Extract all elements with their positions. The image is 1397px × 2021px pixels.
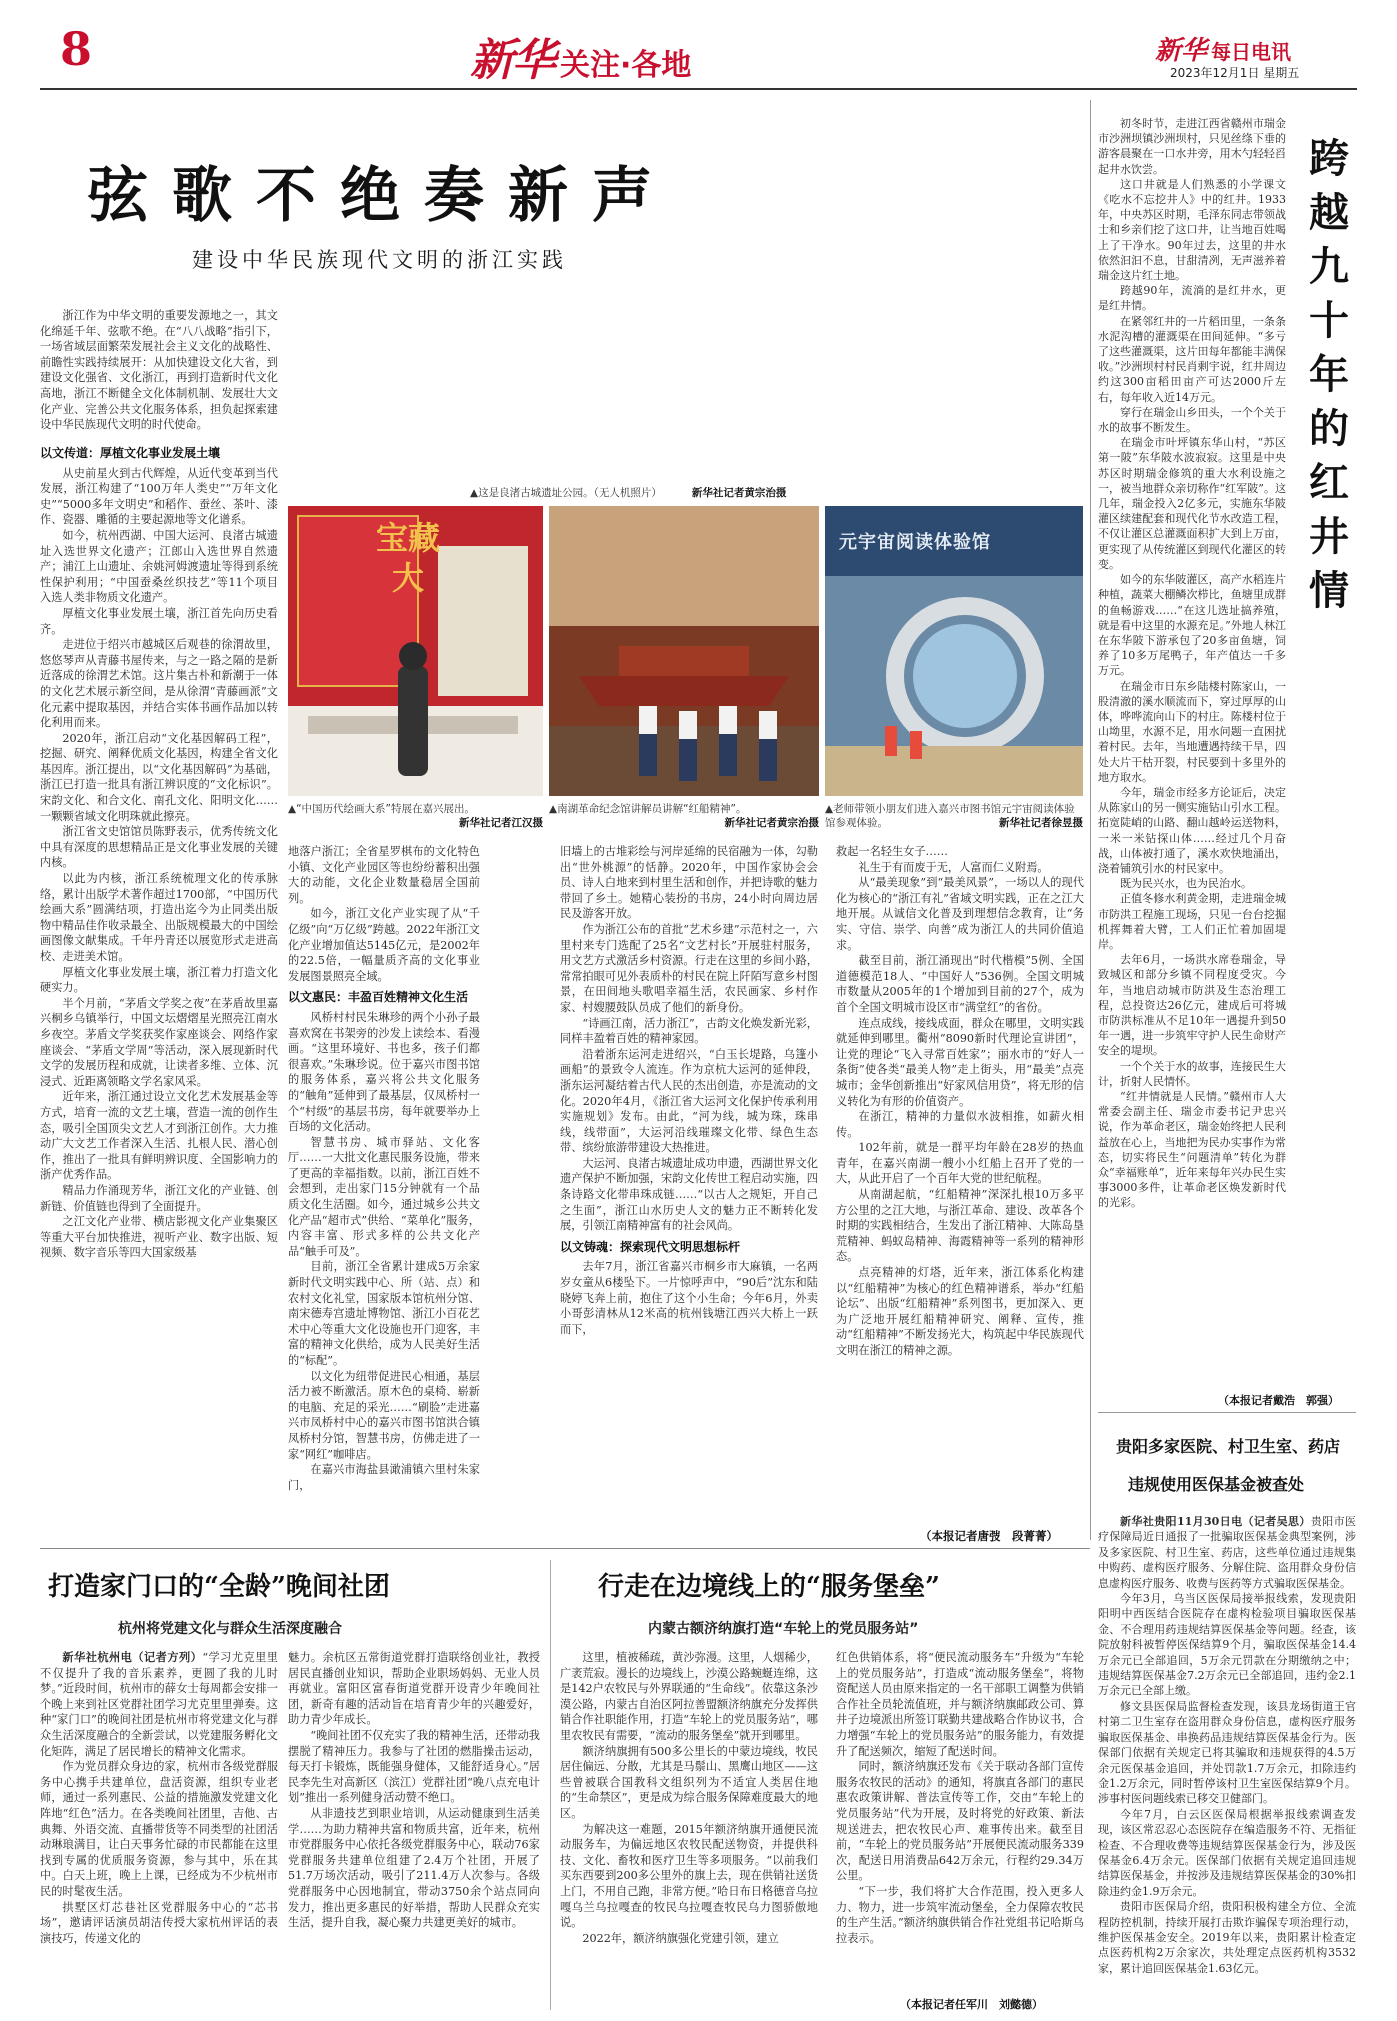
caption-2-credit: 新华社记者黄宗治摄 [724, 817, 819, 829]
right-story-title [1302, 132, 1356, 618]
lead-col3 [560, 844, 818, 1544]
article-paragraph: 之江文化产业带、横店影视文化产业集聚区等重大平台加快推进，视听产业、数字出版、短视频、数字音乐等四大国家级基 [40, 1215, 278, 1260]
bm-paragraph: 2022年，额济纳旗强化党建引领，建立 [582, 1931, 779, 1945]
article-paragraph: 作为浙江公布的首批“艺术乡建”示范村之一，六里村来专门选配了25名“文艺村长”开展驻村服务，用文艺方式激活乡村资源。行走在这里的乡间小路，常常拍眼可见外表质朴的村民在院上阡陌写意乡村图景，在田间地头歌唱幸福生活，农民画家、乡村作家、村嫂腰鼓队员成了他们的新身份。 [560, 922, 818, 1014]
bl-paragraph: 作为党员群众身边的家，杭州市各级党群服务中心携手共建单位，盘活资源，组织专业老师，通过一系列惠民、公益的措施激发党建文化阵地“红色”活力。在各类晚间社团里，吉他、古典舞、外语交流、直播带货等不同类型的社团活动琳琅满目，让白天事务忙碌的市民都能在这里找到专属的优质服务资源，参与其中，乐在其中。白天上班，晚上上课，已经成为不少杭州市民的时髦夜生活。 [40, 1760, 278, 1898]
bl-lead: “学习尤克里里不仅提升了我的音乐素养，更圆了我的儿时梦。”近段时间，杭州市的薛女士每周都会安排一个晚上来到社区党群社团学习尤克里里弹奏。这种“家门口”的晚间社团是杭州市将党建文化与群众生活深度融合的全新尝试，以党建服务孵化文化矩阵，满足了居民增长的精神文化需求。 [40, 1651, 278, 1758]
caption-3-text: ▲老师带领小朋友们进入嘉兴市图书馆元宇宙阅读体验馆参观体验。 [825, 803, 1075, 829]
article-paragraph: 大运河、良渚古城遗址成功申遗，西湖世界文化遗产保护不断加强，宋韵文化传世工程启动实施，四条诗路文化带串珠成链……“以古人之规矩，开自己之生面”，浙江山水历史人文的魅力正不断转化发展，引领江南精神富有的社会风尚。 [560, 1156, 818, 1233]
bm-paragraph: 同时，额济纳旗还发布《关于联动各部门宣传服务农牧民的活动》的通知，将旗直各部门的惠民惠农政策讲解、普法宣传等工作，交由“车轮上的党员服务站”代为开展，及时将党的好政策、新法规送进去，把农牧民心声、难事传出来。截至目前，“车轮上的党员服务站”开展便民流动服务339次，配送日用消费品642万余元，行程约29.34万公里。 [836, 1760, 1084, 1883]
right-story-paragraph: 这口井就是人们熟悉的小学课文《吃水不忘挖井人》中的红井。1933年，中央苏区时期，毛泽东同志带领战士和乡亲们挖了这口井，让当地百姓喝上了干净水。90年过去，这里的井水依然汩汩不息，甘甜清冽，无声滋养着瑞金这片红土地。 [1098, 177, 1286, 283]
right-story-body [1098, 116, 1286, 1390]
caption-1-text: ▲“中国历代绘画大系”特展在嘉兴展出。 [288, 803, 475, 815]
article-paragraph: 102年前，就是一群平均年龄在28岁的热血青年，在嘉兴南湖一艘小小红船上召开了党的一大，从此开启了一个百年大党的世纪航程。 [836, 1141, 1084, 1186]
right-story-paragraph: 今年，瑞金市经多方论证后，决定从陈家山的另一侧实施钻山引水工程。拓宽陡峭的山路、翻山越岭运送物料，一米一米钻探山体……经过几个月奋战，山体被打通了，溪水欢快地涌出，浇着铺筑引水的村民家中。 [1098, 785, 1286, 875]
article-paragraph: 沿着浙东运河走进绍兴，“白玉长堤路，乌篷小画船”的景致令人流连。作为京杭大运河的延伸段，浙东运河凝结着古代人民的杰出创造，亦是流动的文化。2020年4月，《浙江省大运河文化保护传承利用实施规划》发布。由此，“河为线，城为珠，珠串线，线带面”，大运河沿线璀璨文化带、绿色生态带、缤纷旅游带建设大热推进。 [560, 1047, 818, 1155]
bm-paragraph: 额济纳旗拥有500多公里长的中蒙边境线，牧民居住偏远、分散，尤其是马鬃山、黑鹰山地区——这些曾被联合国教科文组织列为不适宜人类居住地的“生命禁区”，更是成为综合服务保障难度最大的地区。 [560, 1744, 818, 1820]
article-paragraph: 2020年，浙江启动“文化基因解码工程”，挖掘、研究、阐释优质文化基因，构建全省文化基因库。浙江提出，以“文化基因解码”为基础，浙江已打造一批具有浙江辨识度的“文化标识”。宋韵文化、和合文化、南孔文化、阳明文化……一颗颗省域文化明珠就此擦亮。 [40, 731, 278, 823]
bm-paragraph: 红色供销体系，将“便民流动服务车”升级为“车轮上的党员服务站”，打造成“流动服务堡垒”，将物资配送人员由原来指定的一名干部职工调整为供销合作社全员轮流值班，并与额济纳旗邮政公司、算井子边境派出所签订联勤共建战略合作协议书，合力增强“车轮上的党员服务站”的服务能力，有效提升了配送频次，缩短了配送时间。 [836, 1651, 1084, 1758]
photo-caption-3 [825, 802, 1083, 830]
bottom-left-title: 打造家门口的“全龄”晚间社团 [48, 1572, 390, 1602]
photo-caption-1 [288, 802, 543, 830]
bl-paragraph: “晚间社团不仅充实了我的精神生活，还带动我摆脱了精神压力。我参与了社团的燃脂操击运动，每天打卡锻炼，既能强身健体，又能舒适身心。”居民李先生对高新区（滨江）党群社团“晚八点充电计划”推出一系列健身活动赞不绝口。 [288, 1728, 540, 1805]
guiyang-paragraph: 修文县医保局监督检查发现，该县龙场街道王官村第二卫生室存在盗用群众身份信息，虚构医疗服务骗取医保基金、串换药品违规结算医保基金行为。医保部门依据有关规定已将其骗取和违规获得的4.5万余元医保基金追回，并处罚款1.7万余元，扣除违约金1.2万余元，同时暂停该村卫生室医保结算9个月。涉事村医问题线索已移交卫健部门。 [1098, 1699, 1356, 1806]
right-story-byline: （本报记者戴浩 郭强） [1218, 1394, 1339, 1407]
caption-3-credit: 新华社记者徐昱摄 [999, 817, 1083, 829]
main-photo-credit: 新华社记者黄宗治摄 [691, 487, 787, 499]
article-paragraph: 目前，浙江全省累计建成5万余家新时代文明实践中心、所（站、点）和农村文化礼堂，国家版本馆杭州分馆、南宋德寿宫遗址博物馆、浙江小百花艺术中心等重大文化设施也开门迎客，丰富的精神文化供给，成为人民美好生活的“标配”。 [288, 1260, 480, 1367]
article-paragraph: 半个月前，“茅盾文学奖之夜”在茅盾故里嘉兴桐乡乌镇举行，中国文坛熠熠星光照亮江南水乡夜空。茅盾文学奖获奖作家座谈会、网络作家座谈会、“茅盾文学周”等活动，深入展现新时代文学的发展历程和成就，让读者多维、立体、沉浸式、近距离领略文学名家风采。 [40, 996, 278, 1088]
right-title-char: 年 [1309, 351, 1349, 398]
column-divider [1090, 100, 1091, 1540]
lead-col1 [40, 440, 278, 1544]
article-paragraph: 如今，浙江文化产业实现了从“千亿级”向“万亿级”跨越。2022年浙江文化产业增加值达5145亿元，是2002年的22.5倍，一幅量质齐高的文化事业发展图景照亮全域。 [288, 907, 480, 983]
right-story-paragraph: 去年6月，一场洪水席卷瑞金，导致城区和部分乡镇不同程度受灾。今年，当地启动城市防洪及生态治理工程，总投资达26亿元，建成后可将城市防洪标准从不足10年一遇提升到50年一遇，进一步筑牢守护人民生命财产安全的堤坝。 [1098, 953, 1286, 1058]
article-paragraph: 救起一名轻生女子…… [836, 845, 948, 858]
article-paragraph: 从南湖起航，“红船精神”深深扎根10万多平方公里的之江大地，与浙江革命、建设、改革各个时期的实践相结合，生发出了浙江精神、大陈岛垦荒精神、蚂蚁岛精神、海霞精神等一系列的精神形态。 [836, 1188, 1084, 1264]
guiyang-body [1098, 1514, 1356, 2008]
guiyang-dateline: 新华社贵阳11月30日电（记者吴思） [1120, 1515, 1311, 1528]
lead-byline: （本报记者唐弢 段菁菁） [920, 1529, 1058, 1543]
guiyang-title-2: 违规使用医保基金被查处 [1128, 1475, 1305, 1494]
article-paragraph: 截至目前，浙江涌现出“时代楷模”5例、全国道德模范18人、“中国好人”536例。全国文明城市数量从2005年的1个增加到目前的27个，成为首个全国文明城市设区市“满堂红”的省份。 [836, 954, 1084, 1014]
metaverse-sign: 元宇宙阅读体验馆 [839, 532, 991, 553]
right-story-paragraph: 穿行在瑞金山乡田头，一个个关于水的故事不断发生。 [1098, 405, 1286, 435]
section-heading: 以文惠民：丰盈百姓精神文化生活 [288, 990, 469, 1005]
article-paragraph: 如今，杭州西湖、中国大运河、良渚古城遗址入选世界文化遗产；江郎山入选世界自然遗产；浦江上山遗址、余姚河姆渡遗址等得到系统性保护利用；“中国蚕桑丝织技艺”等11个项目入选人类非物质文化遗产。 [40, 528, 278, 605]
right-title-char: 红 [1309, 459, 1349, 506]
bl-paragraph: 魅力。余杭区五常街道党群打造联络创业社，教授居民直播创业知识，帮助企业职场妈妈、无业人员再就业。富阳区富春街道党群开设青少年晚间社团，新奇有趣的活动旨在培育青少年的兴趣爱好，助力青少年成长。 [288, 1651, 540, 1727]
article-paragraph: 地落户浙江；全省星罗棋布的文化特色小镇、文化产业园区等也纷纷蓄积出强大的动能，文化企业数量稳居全国前列。 [288, 845, 480, 905]
bottom-left-col2 [288, 1650, 540, 2012]
photo-metaverse [825, 506, 1083, 796]
article-paragraph: 以文化为纽带促进民心相通，基层活力被不断激活。原木色的桌椅、崭新的电脑、充足的采光……“刷脸”走进嘉兴市凤桥村中心的嘉兴市图书馆洪合镇凤桥村分馆，智慧书房，仿佛走进了一家“网红”咖啡店。 [288, 1369, 480, 1461]
page-number: 8 [60, 22, 93, 76]
guiyang-paragraph [1098, 1514, 1356, 1591]
article-paragraph: 风桥村村民朱琳珍的两个小孙子最喜欢窝在书架旁的沙发上读绘本、看漫画。“这里环境好、书也多，孩子们都很喜欢。”朱琳珍说。位于嘉兴市图书馆的服务体系，嘉兴将公共文化服务的“触角”延伸到了最基层，仅凤桥村一个“村级”的基层书房，每年就要举办上百场的文化活动。 [288, 1010, 480, 1134]
article-paragraph: “诗画江南，活力浙江”，古韵文化焕发新光彩，同样丰盈着百姓的精神家园。 [560, 1016, 818, 1046]
article-paragraph: 浙江省文史馆馆员陈野表示，优秀传统文化中具有深度的思想精品正是文化事业发展的关键内核。 [40, 825, 278, 870]
guiyang-paragraph: 今年7月，白云区医保局根据举报线索调查发现，该区常忍忍心态医院存在编造服务不符、无指征检查、不合理收费等违规结算医保基金行为，涉及医保基金6.4万余元。医保部门依据有关规定追回违规结算医保基金，并按涉及违规结算医保基金的30%扣除违约金1.9万余元。 [1098, 1807, 1356, 1898]
guiyang-paragraph: 今年3月，乌当区医保局接举报线索，发现贵阳阳明中西医结合医院存在虚构检验项目骗取医保基金、不合理用药违规结算医保基金等问题。经查，该院放射科被暂停医保结算9个月，骗取医保基金14.4万余元已全部追回，5万余元罚款在分期缴纳之中；违规结算医保基金7.2万余元已全部追回，违约金2.1万余元已全部上缴。 [1098, 1592, 1356, 1698]
bottom-mid-col2 [836, 1650, 1084, 1996]
right-story-paragraph: 在瑞金市日东乡陆楼村陈家山，一股清澈的溪水顺流而下，穿过厚厚的山体，哗哗流向山下的村庄。陈楼村位于山坳里，水源不足，用水问题一直困扰着村民。去年，当地遭遇持续干旱，四处大片干枯开裂，村民要到十多里外的地方取水。 [1098, 679, 1286, 784]
article-paragraph: 礼生于有而废于无，人富而仁义附焉。 [858, 860, 1049, 874]
right-story-paragraph: 在紧邻红井的一片稻田里，一条条水泥沟槽的灌溉渠在田间延伸。“多亏了这些灌溉渠，这片田每年都能丰满保收。”沙洲坝村村民肖剩宇说，红井周边约这300亩稻田亩产可达2000斤左右，每年收入近14万元。 [1098, 314, 1286, 404]
lead-subtitle: 建设中华民族现代文明的浙江实践 [192, 248, 567, 272]
bottom-mid-title: 行走在边境线上的“服务堡垒” [598, 1572, 940, 1602]
bl-paragraph [40, 1650, 278, 1759]
right-title-char: 九 [1309, 243, 1349, 290]
header-rule [40, 88, 1357, 90]
guiyang-title-1: 贵阳多家医院、村卫生室、药店 [1116, 1437, 1341, 1456]
article-paragraph: 近年来，浙江通过设立文化艺术发展基金等方式，培育一流的文艺土壤，营造一流的创作生态，吸引全国顶尖文艺人才到浙江创作。大力推动广大文艺工作者深入生活、扎根人民、潜心创作，推出了一批具有鲜明辨识度、全国影响力的浙产优秀作品。 [40, 1090, 278, 1182]
right-title-char: 井 [1309, 513, 1349, 560]
right-story-paragraph: 一个个关于水的故事，连接民生大计，折射人民情怀。 [1098, 1059, 1286, 1088]
bottom-mid-divider [550, 1560, 551, 2010]
guiyang-lead: 贵阳市医疗保障局近日通报了一批骗取医保基金典型案例，涉及多家医院、村卫生室、药店，这些单位通过违规集中购药、虚构医疗服务、分解住院、盗用群众身份信息虚构医疗服务、收费与医药等方式骗取医保基金。 [1098, 1515, 1356, 1590]
bottom-mid-byline: （本报记者任军川 刘懿德） [900, 1998, 1043, 2011]
article-paragraph: 智慧书房、城市驿站、文化客厅……一大批文化惠民服务设施，带来了更高的幸福指数。以前，浙江百姓不会想到，走出家门15分钟就有一个品质文化生活圈。如今，通过城乡公共文化产品“超市式”供给、“菜单化”服务，内容丰富、形式多样的公共文化产品“触手可及”。 [288, 1135, 480, 1258]
paper-brand [1155, 30, 1291, 67]
lead-col2 [288, 844, 480, 1544]
article-paragraph: 在浙江，精神的力量似水波相推，如薪火相传。 [836, 1110, 1084, 1139]
right-story-paragraph: 在瑞金市叶坪镇东华山村，“苏区第一陂”东华陂水波寂寂。这里是中央苏区时期瑞金修筑的重大水利设施之一，被当地群众亲切称作“红军陂”。这几年，瑞金投入2亿多元，实施东华陂灌区续建配套和现代化节水改造工程，不仅让灌区总灌溉面积扩大到上万亩，更实现了从传统灌区到现代化灌区的转变。 [1098, 436, 1286, 571]
masthead-section: 关注·各地 [560, 48, 692, 83]
article-paragraph: 连点成线，接线成面，群众在哪里，文明实践就延伸到哪里。衢州“8090新时代理论宣讲团”，让党的理论“飞入寻常百姓家”；丽水市的“好人一条街”使各类“最美人物”走上街头，用“最美”点亮城市；金华创新推出“好家风信用贷”，将无形的信义转化为有形的价值资产。 [836, 1016, 1084, 1108]
article-paragraph: 从史前星火到古代辉煌，从近代变革到当代发展，浙江构建了“100万年人类史”“万年文化史”“5000多年文明史”和稻作、蚕丝、茶叶、漆作、瓷器、雕循的主要起源地等文化谱系。 [40, 466, 278, 527]
article-paragraph: 点亮精神的灯塔，近年来，浙江体系化构建以“红船精神”为核心的红色精神谱系，举办“红船论坛”、出版“红船精神”系列图书，更加深入、更为广泛地开展红船精神研究、阐释、宣传，推动“红船精神”不断发扬光大，构筑起中华民族现代文明在浙江的精神之源。 [836, 1266, 1084, 1357]
article-paragraph: 以此为内核，浙江系统梳理文化的传承脉络，累计出版学术著作超过1700部，“中国历代绘画大系”圆满结项，打造出迄今为止同类出版物中精品佳作收录最全、出版规模最大的中国绘画图像文献集成。千年丹青还以展览形式走进高校、走进美术馆。 [40, 872, 278, 963]
article-paragraph: 从“最美现象”到“最美风景”，一场以人的现代化为核心的“浙江有礼”省域文明实践，正在之江大地开展。从诚信文化普及到理想信念教育，让“务实、守信、崇学、向善”成为浙江人的共同价值追求。 [836, 876, 1084, 952]
paper-name: 每日电讯 [1211, 40, 1292, 64]
bottom-left-col1 [40, 1650, 278, 2012]
guiyang-rule [1098, 1412, 1356, 1413]
right-story-paragraph: 如今的东华陂灌区，高产水稻连片种植，蔬菜大棚鳞次栉比，鱼塘里成群的鱼畅游戏……“在这儿选址搞养殖，就是看中这里的水源充足。”外地人林江在东华陂下游承包了20多亩鱼塘，饲养了10多万尾鸭子，年产值达一千多万元。 [1098, 573, 1286, 678]
photo-exhibition [288, 506, 543, 796]
article-paragraph: 厚植文化事业发展土壤，浙江首先向历史看齐。 [40, 606, 278, 636]
main-photo-caption: ▲这是良渚古城遗址公园。（无人机照片） [470, 487, 662, 499]
article-paragraph: 厚植文化事业发展土壤，浙江着力打造文化硬实力。 [40, 965, 278, 995]
masthead [470, 24, 691, 88]
right-title-char: 越 [1309, 189, 1349, 236]
bl-dateline: 新华社杭州电（记者方列） [62, 1650, 203, 1664]
photo-caption-2 [549, 802, 819, 830]
bl-paragraph: 从非遗技艺到职业培训，从运动健康到生活美学……为助力精神共富和物质共富，近年来，杭州市党群服务中心依托各级党群服务中心，联动76家党群服务共建单位组建了2.4万个社团，开展了51.7万场次活动，吸引了211.4万人次参与。各级党群服务中心因地制宜，带动3750余个站点同向发力，推出更多惠民的好举措，帮助人民群众充实生活，提升自我，凝心聚力共建更美好的城市。 [288, 1806, 540, 1930]
red-boat-illustration [549, 506, 819, 796]
right-story-paragraph: 初冬时节，走进江西省赣州市瑞金市沙洲坝镇沙洲坝村，只见丝绦下垂的游客晨聚在一口水井旁，用木勺轻轻舀起井水饮尝。 [1098, 117, 1286, 176]
caption-1-credit: 新华社记者江汉摄 [459, 817, 543, 829]
article-paragraph: 旧墙上的古堆彩绘与河岸延绵的民宿融为一体，勾勒出“世外桃源”的恬静。2020年，中国作家协会会员、诗人白地来到村里生活和创作，并把诗歌的魅力带回了乡土。她精心装扮的书房，24小时向周边居民及游客开放。 [560, 845, 818, 921]
lead-title: 弦歌不绝奏新声 [88, 161, 676, 231]
masthead-logo: 新华 [470, 35, 554, 86]
right-title-char: 跨 [1309, 135, 1349, 182]
right-title-char: 情 [1309, 567, 1349, 614]
guiyang-paragraph: 贵阳市医保局介绍，贵阳积极构建全方位、全流程防控机制，持续开展打击欺诈骗保专项治理行动，维护医保基金安全。2019年以来，贵阳累计检查定点医药机构2万余家次，共处理定点医药机构3532家，累计追回医保基金1.63亿元。 [1098, 1900, 1356, 1975]
paper-logo: 新华 [1155, 36, 1208, 66]
bl-paragraph: 拱墅区灯芯巷社区党群服务中心的“芯书场”，邀请评话演员胡洁传授大家杭州评话的表演技巧，传递文化的 [40, 1900, 278, 1945]
caption-2-text: ▲南湖革命纪念馆讲解员讲解“红船精神”。 [549, 803, 747, 815]
section-heading: 以文传道：厚植文化事业发展土壤 [40, 446, 221, 460]
exhibition-sign: 宝藏大 [375, 519, 440, 597]
right-title-char: 十 [1309, 297, 1349, 344]
issue-date: 2023年12月1日 星期五 [1170, 66, 1300, 80]
right-title-char: 的 [1309, 405, 1349, 452]
article-paragraph: 走进位于绍兴市越城区后观巷的徐渭故里，悠悠琴声从青藤书屋传来，与之一路之隔的是新近落成的徐渭艺术馆。这片集古朴和新潮于一体的文化艺术展示新空间，是从徐渭“青藤画派”文化元素中提取基因，并结合实体书画作品加以转化利用而来。 [40, 638, 278, 730]
article-paragraph: 精品力作涌现芳华，浙江文化的产业链、创新链、价值链也得到了全面提升。 [40, 1183, 278, 1213]
lead-col4 [836, 844, 1084, 1534]
article-paragraph: 去年7月，浙江省嘉兴市桐乡市大麻镇，一名两岁女童从6楼坠下。一片惊呼声中，“90后”沈东和陆晓婷飞奔上前，抱住了这个小生命；今年6月，外卖小哥彭清林从12米高的杭州钱塘江西兴大桥上一跃而下， [560, 1260, 818, 1336]
bm-paragraph: “下一步，我们将扩大合作范围，投入更多人力、物力，进一步筑牢流动堡垒，全力保障农牧民的生产生活。”额济纳旗供销合作社党组书记哈斯乌拉表示。 [836, 1884, 1084, 1945]
photo-red-boat [549, 506, 819, 796]
right-story-paragraph: 跨越90年，流淌的是红井水，更是红井情。 [1098, 284, 1286, 313]
right-story-paragraph: “红井情就是人民情。”赣州市人大常委会副主任、瑞金市委书记尹忠兴说，作为革命老区，瑞金始终把人民利益放在心上，当地把为民办实事作为常态，切实将民生“问题清单”转化为群众“幸福账单”，近年来每年兴办民生实事3000多件，让革命老区焕发新时代的光彩。 [1098, 1090, 1286, 1210]
lead-intro [40, 308, 278, 440]
right-story-paragraph: 正值冬修水利黄金期，走进瑞金城市防洪工程施工现场，只见一台台挖掘机挥舞着大臂，工人们正忙着加固堤岸。 [1098, 892, 1286, 951]
bottom-left-subtitle: 杭州将党建文化与群众生活深度融合 [118, 1621, 342, 1637]
bottom-section-rule [40, 1548, 1090, 1549]
intro-paragraph: 浙江作为中华文明的重要发源地之一，其文化绵延千年、弦歌不绝。在“八八战略”指引下，一场省域层面繁荣发展社会主义文化的战略性、前瞻性实践持续展开：从加快建设文化大省，到建设文化强省、文化浙江，再到打造新时代文化高地，浙江不断健全文化体制机制、发展壮大文化产业、完善公共文化服务体系，担负起探索建设中华民族现代文明的时代使命。 [40, 309, 278, 432]
section-heading: 以文铸魂：探索现代文明思想标杆 [560, 1239, 741, 1254]
bottom-mid-col1 [560, 1650, 818, 2012]
article-paragraph: 在嘉兴市海盐县澉浦镇六里村朱家门， [288, 1463, 480, 1492]
right-story-paragraph: 既为民兴水，也为民治水。 [1120, 877, 1252, 891]
bm-paragraph: 这里，植被稀疏，黄沙弥漫。这里，人烟稀少，广袤荒寂。漫长的边境线上，沙漠公路蜿蜒连绵，这是142户农牧民与外界联通的“生命线”。依靠这条沙漠公路，内蒙古自治区阿拉善盟额济纳旗充分发挥供销合作社职能作用，打造“车轮上的党员服务站”，哪里农牧民有需要，“流动的服务堡垒”就开到哪里。 [560, 1651, 818, 1742]
main-photo-caption-line [470, 486, 786, 500]
bm-paragraph: 为解决这一难题，2015年额济纳旗开通便民流动服务车，为偏远地区农牧民配送物资，并提供科技、文化、畜牧和医疗卫生等多项服务。“以前我们买东西要到200多公里外的旗上去，现在供销社送货上门，不用自己跑，非常方便。”哈日布日格德音乌拉嘎乌兰乌拉嘎查的牧民乌拉嘎查牧民乌力图骄傲地说。 [560, 1822, 818, 1930]
bottom-mid-subtitle: 内蒙古额济纳旗打造“车轮上的党员服务站” [648, 1621, 919, 1637]
